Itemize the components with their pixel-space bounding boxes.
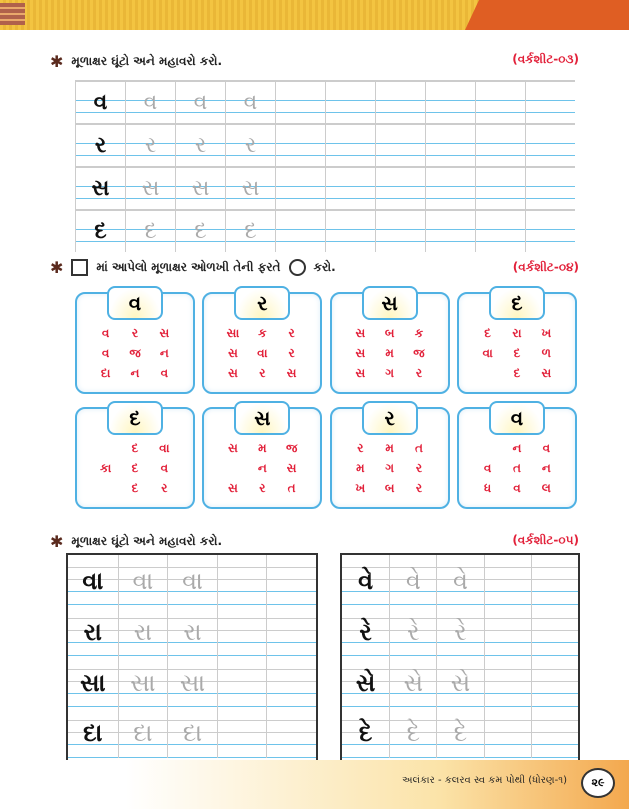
card-letter[interactable]: વા bbox=[159, 441, 170, 455]
blank-cell bbox=[475, 168, 525, 209]
card-row-2 bbox=[75, 407, 577, 509]
trace-letter: વા bbox=[118, 555, 168, 606]
section3-title bbox=[50, 532, 222, 551]
blank-cell bbox=[525, 125, 575, 166]
card-letter[interactable]: સ bbox=[228, 441, 238, 455]
card-letter[interactable]: સ bbox=[228, 481, 238, 495]
card-target-letter: ર bbox=[234, 286, 290, 320]
card-letter[interactable]: ર bbox=[259, 481, 266, 495]
tracing-row bbox=[342, 708, 578, 758]
section2-instruction-end: કરો. bbox=[313, 260, 336, 274]
blank-cell bbox=[375, 125, 425, 166]
tracing-row bbox=[68, 606, 316, 657]
blank-cell bbox=[325, 82, 375, 123]
blank-cell bbox=[217, 606, 267, 657]
tracing-row bbox=[68, 555, 316, 606]
card-letter[interactable]: દ bbox=[513, 346, 521, 360]
card-letter-grid bbox=[346, 326, 434, 382]
model-letter: સ bbox=[75, 168, 125, 209]
card-letter[interactable]: વ bbox=[483, 461, 492, 475]
card-letter[interactable]: સ bbox=[355, 346, 366, 360]
worksheet-label-03: (વર્કશીટ-૦૩) bbox=[512, 52, 579, 66]
tracing-row bbox=[75, 166, 575, 209]
trace-letter: દ bbox=[175, 211, 225, 252]
blank-cell bbox=[266, 606, 316, 657]
trace-letter: વ bbox=[175, 82, 225, 123]
tracing-box-right bbox=[340, 553, 580, 764]
card-letter[interactable]: સ bbox=[541, 366, 552, 380]
letter-card bbox=[330, 292, 450, 394]
blank-cell bbox=[266, 555, 316, 606]
trace-letter: ર bbox=[125, 125, 175, 166]
blank-cell bbox=[266, 657, 316, 708]
card-target-letter: સ bbox=[362, 286, 418, 320]
card-letter[interactable]: ર bbox=[259, 366, 266, 380]
card-letter[interactable]: દ bbox=[484, 326, 491, 340]
blank-cell bbox=[275, 168, 325, 209]
trace-letter: ર bbox=[175, 125, 225, 166]
card-letter[interactable]: ર bbox=[288, 346, 295, 360]
trace-letter: સે bbox=[436, 657, 483, 708]
card-letter[interactable]: બ bbox=[384, 481, 395, 495]
card-letter[interactable]: ખ bbox=[355, 481, 366, 495]
card-letter[interactable]: વ bbox=[160, 461, 169, 475]
model-letter: સા bbox=[80, 668, 106, 697]
card-letter[interactable]: ત bbox=[287, 481, 296, 495]
model-letter: રા bbox=[83, 617, 102, 646]
letter-card bbox=[457, 407, 577, 509]
model-letter: સે bbox=[355, 668, 376, 697]
trace-letter: વ bbox=[125, 82, 175, 123]
blank-cell bbox=[484, 555, 531, 606]
trace-letter: રે bbox=[389, 606, 436, 657]
card-letter[interactable]: ર bbox=[415, 461, 423, 475]
trace-letter: દ bbox=[125, 211, 175, 252]
blank-cell bbox=[531, 606, 578, 657]
card-letter[interactable]: કા bbox=[99, 461, 112, 475]
book-stack-decoration bbox=[0, 3, 25, 25]
blank-cell bbox=[375, 211, 425, 252]
trace-letter: વે bbox=[436, 555, 483, 606]
card-letter[interactable] bbox=[91, 441, 120, 457]
letter-card bbox=[75, 407, 195, 509]
card-letter[interactable]: ન bbox=[257, 461, 267, 475]
blank-cell bbox=[531, 657, 578, 708]
blank-cell bbox=[325, 168, 375, 209]
top-banner bbox=[0, 0, 629, 30]
card-letter[interactable]: રા bbox=[512, 326, 522, 340]
card-letter[interactable]: ત bbox=[512, 461, 521, 475]
card-letter[interactable]: જ bbox=[129, 346, 141, 360]
card-target-letter: ર bbox=[362, 401, 418, 435]
model-letter: દ bbox=[75, 211, 125, 252]
trace-letter: સે bbox=[389, 657, 436, 708]
card-letter[interactable]: ન bbox=[130, 366, 140, 380]
trace-letter: સા bbox=[167, 657, 217, 708]
card-letter[interactable]: ર bbox=[415, 366, 423, 380]
card-letter[interactable]: સ bbox=[286, 461, 297, 475]
blank-cell bbox=[425, 125, 475, 166]
card-letter[interactable]: દ bbox=[131, 481, 139, 495]
trace-letter: સ bbox=[125, 168, 175, 209]
tracing-box-left bbox=[66, 553, 318, 764]
card-letter[interactable]: ક bbox=[414, 326, 424, 340]
card-row-1 bbox=[75, 292, 577, 394]
tracing-row bbox=[68, 657, 316, 708]
page-number: ૨૯ bbox=[581, 768, 615, 798]
letter-card bbox=[330, 407, 450, 509]
card-letter[interactable]: સ bbox=[228, 366, 238, 380]
blank-cell bbox=[275, 211, 325, 252]
tracing-row bbox=[68, 708, 316, 758]
tracing-row bbox=[342, 606, 578, 657]
trace-letter: રા bbox=[118, 606, 168, 657]
model-letter: વ bbox=[75, 82, 125, 123]
trace-letter: સ bbox=[225, 168, 275, 209]
card-letter[interactable]: સ bbox=[355, 366, 366, 380]
card-letter[interactable]: વ bbox=[160, 366, 169, 380]
letter-card bbox=[75, 292, 195, 394]
trace-letter: દે bbox=[436, 708, 483, 758]
blank-cell bbox=[217, 657, 267, 708]
trace-letter: સા bbox=[118, 657, 168, 708]
model-letter: રે bbox=[359, 617, 372, 646]
section1-title bbox=[50, 52, 222, 71]
card-letter-grid bbox=[473, 441, 561, 497]
model-letter: વે bbox=[358, 566, 374, 595]
circle-icon bbox=[289, 259, 306, 276]
blank-cell bbox=[484, 606, 531, 657]
card-letter[interactable]: દ bbox=[131, 441, 139, 455]
card-letter[interactable]: સા bbox=[226, 326, 240, 340]
blank-cell bbox=[475, 82, 525, 123]
blank-cell bbox=[217, 708, 267, 758]
card-letter[interactable]: ગ bbox=[385, 366, 395, 380]
footer bbox=[0, 760, 629, 809]
trace-letter: દા bbox=[118, 708, 168, 758]
card-letter[interactable]: બ bbox=[384, 326, 395, 340]
card-letter[interactable]: લ bbox=[541, 481, 551, 495]
tracing-row bbox=[342, 555, 578, 606]
blank-cell bbox=[275, 82, 325, 123]
tracing-grid-1 bbox=[75, 80, 575, 252]
star-icon: ✱ bbox=[50, 258, 64, 277]
trace-letter: વ bbox=[225, 82, 275, 123]
blank-cell bbox=[484, 657, 531, 708]
blank-cell bbox=[475, 211, 525, 252]
card-letter[interactable]: વ bbox=[101, 326, 110, 340]
card-letter-grid bbox=[218, 326, 306, 382]
blank-cell bbox=[484, 708, 531, 758]
card-letter[interactable]: મ bbox=[356, 461, 365, 475]
blank-cell bbox=[525, 168, 575, 209]
blank-cell bbox=[525, 82, 575, 123]
trace-letter: રે bbox=[436, 606, 483, 657]
card-letter[interactable]: મ bbox=[258, 441, 267, 455]
card-target-letter: દ bbox=[489, 286, 545, 320]
worksheet-label-05: (વર્કશીટ-૦૫) bbox=[512, 533, 579, 547]
trace-letter: ર bbox=[225, 125, 275, 166]
letter-card bbox=[202, 292, 322, 394]
card-letter[interactable]: વા bbox=[257, 346, 268, 360]
card-letter[interactable]: ત bbox=[415, 441, 423, 455]
model-letter: વા bbox=[82, 566, 104, 595]
blank-cell bbox=[525, 211, 575, 252]
blank-cell bbox=[266, 708, 316, 758]
blank-cell bbox=[531, 708, 578, 758]
trace-letter: સ bbox=[175, 168, 225, 209]
card-letter[interactable]: ર bbox=[415, 481, 423, 495]
card-letter[interactable]: જ bbox=[285, 441, 298, 455]
card-letter-grid bbox=[91, 326, 179, 382]
section1-instruction: મૂળાક્ષર ઘૂંટો અને મહાવરો કરો. bbox=[71, 54, 223, 68]
card-letter[interactable]: દ bbox=[131, 461, 139, 475]
trace-letter: દ bbox=[225, 211, 275, 252]
card-letter[interactable]: ન bbox=[541, 461, 551, 475]
card-letter-grid bbox=[91, 441, 179, 497]
tracing-row bbox=[75, 209, 575, 252]
card-letter[interactable]: ળ bbox=[541, 346, 551, 360]
card-letter[interactable]: ન bbox=[159, 346, 169, 360]
tracing-row bbox=[342, 657, 578, 708]
card-letter[interactable]: ર bbox=[131, 326, 139, 340]
trace-letter: દે bbox=[389, 708, 436, 758]
square-icon bbox=[71, 259, 88, 276]
card-letter[interactable] bbox=[473, 441, 502, 457]
card-letter[interactable]: દ bbox=[513, 366, 521, 380]
star-icon: ✱ bbox=[50, 532, 64, 551]
card-letter[interactable]: ક bbox=[258, 326, 267, 340]
section2-instruction: માં આપેલો મૂળાક્ષર ઓળખી તેની ફરતે bbox=[96, 260, 281, 274]
card-letter[interactable]: ન bbox=[512, 441, 522, 455]
trace-letter: રા bbox=[167, 606, 217, 657]
letter-card bbox=[202, 407, 322, 509]
trace-letter: વા bbox=[167, 555, 217, 606]
blank-cell bbox=[375, 82, 425, 123]
card-letter[interactable]: વ bbox=[513, 481, 521, 495]
card-letter[interactable]: મ bbox=[385, 346, 394, 360]
card-letter[interactable]: સ bbox=[286, 366, 297, 380]
blank-cell bbox=[325, 125, 375, 166]
tracing-row bbox=[75, 80, 575, 123]
model-letter: દા bbox=[83, 719, 103, 747]
card-letter[interactable]: વા bbox=[482, 346, 493, 360]
card-letter[interactable]: સ bbox=[355, 326, 366, 340]
card-letter[interactable]: વ bbox=[542, 441, 551, 455]
letter-card bbox=[457, 292, 577, 394]
card-target-letter: દ bbox=[107, 401, 163, 435]
blank-cell bbox=[425, 168, 475, 209]
card-target-letter: વ bbox=[107, 286, 163, 320]
card-letter[interactable] bbox=[218, 461, 247, 477]
orange-corner-decoration bbox=[429, 0, 629, 30]
blank-cell bbox=[325, 211, 375, 252]
card-letter[interactable]: ખ bbox=[541, 326, 552, 340]
card-letter[interactable]: ધ bbox=[484, 481, 492, 495]
tracing-row bbox=[75, 123, 575, 166]
trace-letter: દા bbox=[167, 708, 217, 758]
blank-cell bbox=[275, 125, 325, 166]
trace-letter: વે bbox=[389, 555, 436, 606]
section3-instruction: મૂળાક્ષર ઘૂંટો અને મહાવરો કરો. bbox=[71, 534, 223, 548]
section2-title bbox=[50, 258, 336, 277]
card-letter[interactable]: વ bbox=[101, 346, 110, 360]
card-letter[interactable]: ર bbox=[357, 441, 364, 455]
card-letter-grid bbox=[346, 441, 434, 497]
blank-cell bbox=[425, 82, 475, 123]
card-letter[interactable]: મ bbox=[385, 441, 394, 455]
blank-cell bbox=[475, 125, 525, 166]
card-letter-grid bbox=[473, 326, 561, 382]
card-letter[interactable] bbox=[473, 366, 502, 382]
model-letter: દે bbox=[358, 719, 373, 747]
card-letter[interactable]: ગ bbox=[385, 461, 395, 475]
card-letter[interactable]: સ bbox=[159, 326, 170, 340]
blank-cell bbox=[531, 555, 578, 606]
card-target-letter: વ bbox=[489, 401, 545, 435]
blank-cell bbox=[425, 211, 475, 252]
card-letter[interactable]: સ bbox=[228, 346, 238, 360]
card-letter[interactable] bbox=[91, 481, 120, 497]
card-target-letter: સ bbox=[234, 401, 290, 435]
card-letter[interactable]: ર bbox=[161, 481, 168, 495]
card-letter-grid bbox=[218, 441, 306, 497]
star-icon: ✱ bbox=[50, 52, 64, 71]
card-letter[interactable]: ર bbox=[288, 326, 295, 340]
card-letter[interactable]: દા bbox=[100, 366, 111, 380]
worksheet-label-04: (વર્કશીટ-૦૪) bbox=[512, 260, 579, 274]
card-letter[interactable]: જ bbox=[413, 346, 425, 360]
blank-cell bbox=[375, 168, 425, 209]
footer-book-title: અલંકાર - કલરવ સ્વ કમ પોથી (ધોરણ-૧) bbox=[401, 775, 567, 786]
model-letter: ર bbox=[75, 125, 125, 166]
blank-cell bbox=[217, 555, 267, 606]
